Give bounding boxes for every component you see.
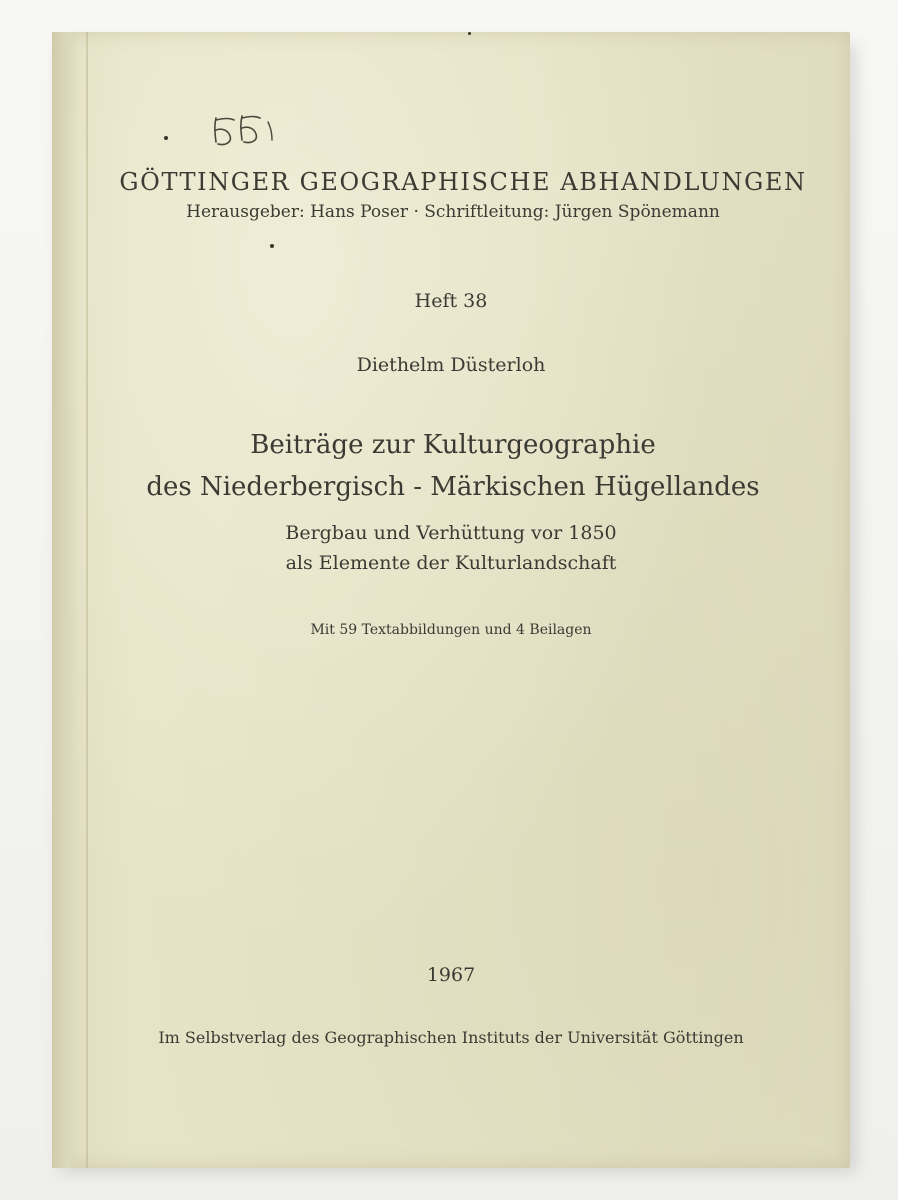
publication-year: 1967 (426, 964, 476, 986)
ink-speck (164, 136, 168, 140)
book-title-line-2: des Niederbergisch - Märkischen Hügellandes (146, 472, 760, 502)
subtitle-line-2: als Elemente der Kulturlandschaft (285, 552, 617, 574)
publisher-line: Im Selbstverlag des Geographischen Instituts der Universität Göttingen (158, 1028, 744, 1047)
ink-speck (468, 32, 471, 35)
book-title-line-1: Beiträge zur Kulturgeographie (250, 430, 656, 460)
ink-speck (270, 244, 274, 248)
book-cover (52, 32, 850, 1168)
editors-line: Herausgeber: Hans Poser · Schriftleitung: Jürgen Spönemann (186, 202, 720, 222)
subtitle-line-1: Bergbau und Verhüttung vor 1850 (285, 522, 617, 544)
handwritten-mark-image (202, 112, 282, 172)
series-title: GÖTTINGER GEOGRAPHISCHE ABHANDLUNGEN (119, 168, 807, 196)
issue-number: Heft 38 (414, 290, 488, 312)
author-name: Diethelm Düsterloh (356, 354, 546, 376)
figures-note: Mit 59 Textabbildungen und 4 Beilagen (310, 622, 592, 638)
